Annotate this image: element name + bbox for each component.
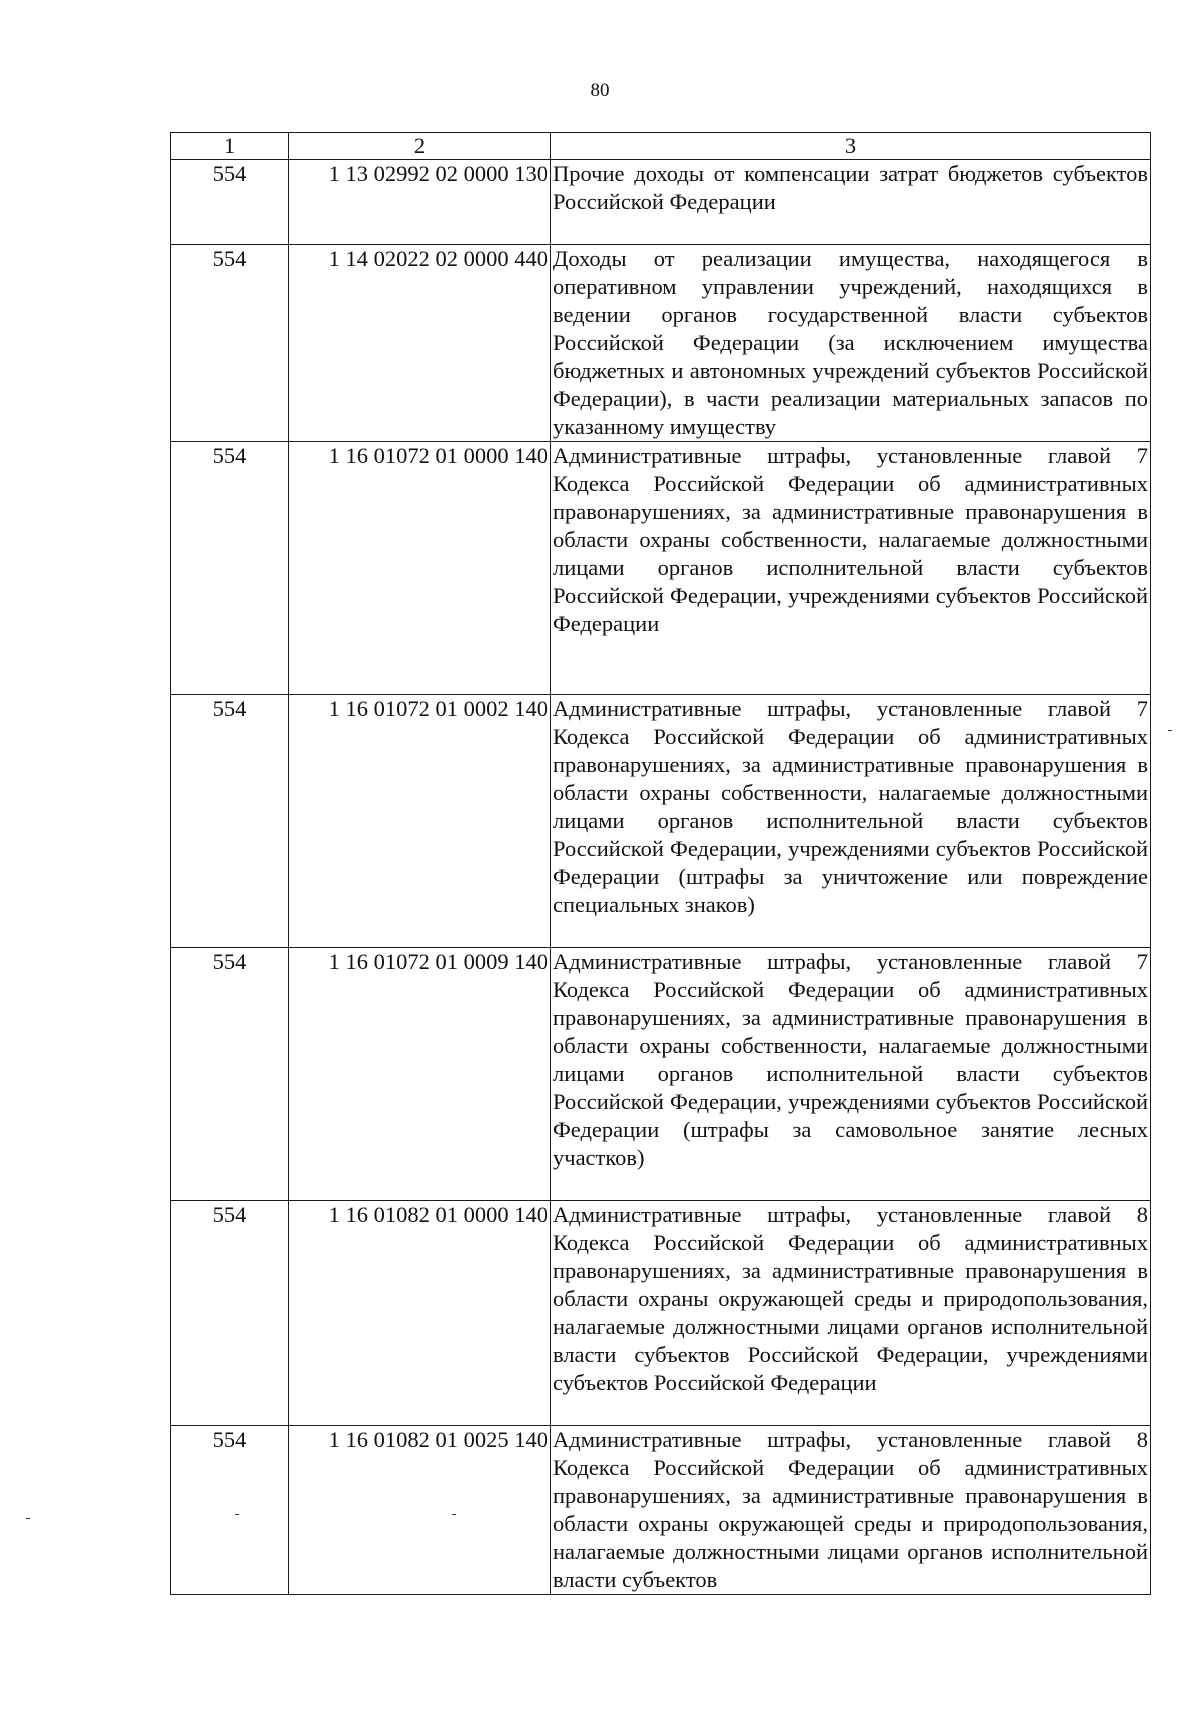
scan-speck xyxy=(1168,730,1172,731)
kbk-code-cell: 1 16 01072 01 0009 140 xyxy=(289,948,551,1201)
description-cell: Доходы от реализации имущества, находящегося в оперативном управлении учреждений, находящихся в ведении органов государственной власти субъектов Российской Федерации (за исключением имущества бюджетных и автономных учреждений субъектов Российской Федерации), в части реализации материальных запасов по указанному имуществу xyxy=(551,245,1151,442)
description-cell: Административные штрафы, установленные главой 7 Кодекса Российской Федерации об административных правонарушениях, за административные правонарушения в области охраны собственности, налагаемые должностными лицами органов исполнительной власти субъектов Российской Федерации, учреждениями субъектов Российской Федерации xyxy=(551,442,1151,695)
table-row xyxy=(171,1201,1151,1426)
scan-speck xyxy=(452,1514,456,1515)
table-row xyxy=(171,245,1151,442)
kbk-code-cell: 1 16 01072 01 0000 140 xyxy=(289,442,551,695)
table-row xyxy=(171,160,1151,245)
header-col-1: 1 xyxy=(171,133,289,160)
scan-speck xyxy=(235,1514,239,1515)
kbk-code-cell: 1 16 01082 01 0000 140 xyxy=(289,1201,551,1426)
admin-code-cell: 554 xyxy=(171,245,289,442)
description-cell: Административные штрафы, установленные главой 8 Кодекса Российской Федерации об административных правонарушениях, за административные правонарушения в области охраны окружающей среды и природопользования, налагаемые должностными лицами органов исполнительной власти субъектов Российской Федерации, учреждениями субъектов Российской Федерации xyxy=(551,1201,1151,1426)
income-codes-table xyxy=(170,132,1151,1595)
page-number: 80 xyxy=(590,80,610,101)
table-row xyxy=(171,695,1151,948)
table-row xyxy=(171,1426,1151,1595)
admin-code-cell: 554 xyxy=(171,1201,289,1426)
kbk-code-cell: 1 16 01082 01 0025 140 xyxy=(289,1426,551,1595)
table-body xyxy=(171,160,1151,1595)
admin-code-cell: 554 xyxy=(171,160,289,245)
description-cell: Административные штрафы, установленные главой 7 Кодекса Российской Федерации об административных правонарушениях, за административные правонарушения в области охраны собственности, налагаемые должностными лицами органов исполнительной власти субъектов Российской Федерации, учреждениями субъектов Российской Федерации (штрафы за самовольное занятие лесных участков) xyxy=(551,948,1151,1201)
header-col-3: 3 xyxy=(551,133,1151,160)
scan-speck xyxy=(26,1518,30,1519)
description-cell: Прочие доходы от компенсации затрат бюджетов субъектов Российской Федерации xyxy=(551,160,1151,245)
table-row xyxy=(171,948,1151,1201)
kbk-code-cell: 1 16 01072 01 0002 140 xyxy=(289,695,551,948)
description-cell: Административные штрафы, установленные главой 7 Кодекса Российской Федерации об административных правонарушениях, за административные правонарушения в области охраны собственности, налагаемые должностными лицами органов исполнительной власти субъектов Российской Федерации, учреждениями субъектов Российской Федерации (штрафы за уничтожение или повреждение специальных знаков) xyxy=(551,695,1151,948)
description-cell: Административные штрафы, установленные главой 8 Кодекса Российской Федерации об административных правонарушениях, за административные правонарушения в области охраны окружающей среды и природопользования, налагаемые должностными лицами органов исполнительной власти субъектов xyxy=(551,1426,1151,1595)
header-row xyxy=(171,133,1151,160)
admin-code-cell: 554 xyxy=(171,1426,289,1595)
admin-code-cell: 554 xyxy=(171,695,289,948)
table-row xyxy=(171,442,1151,695)
table-header xyxy=(171,133,1151,160)
header-col-2: 2 xyxy=(289,133,551,160)
admin-code-cell: 554 xyxy=(171,948,289,1201)
admin-code-cell: 554 xyxy=(171,442,289,695)
kbk-code-cell: 1 14 02022 02 0000 440 xyxy=(289,245,551,442)
kbk-code-cell: 1 13 02992 02 0000 130 xyxy=(289,160,551,245)
